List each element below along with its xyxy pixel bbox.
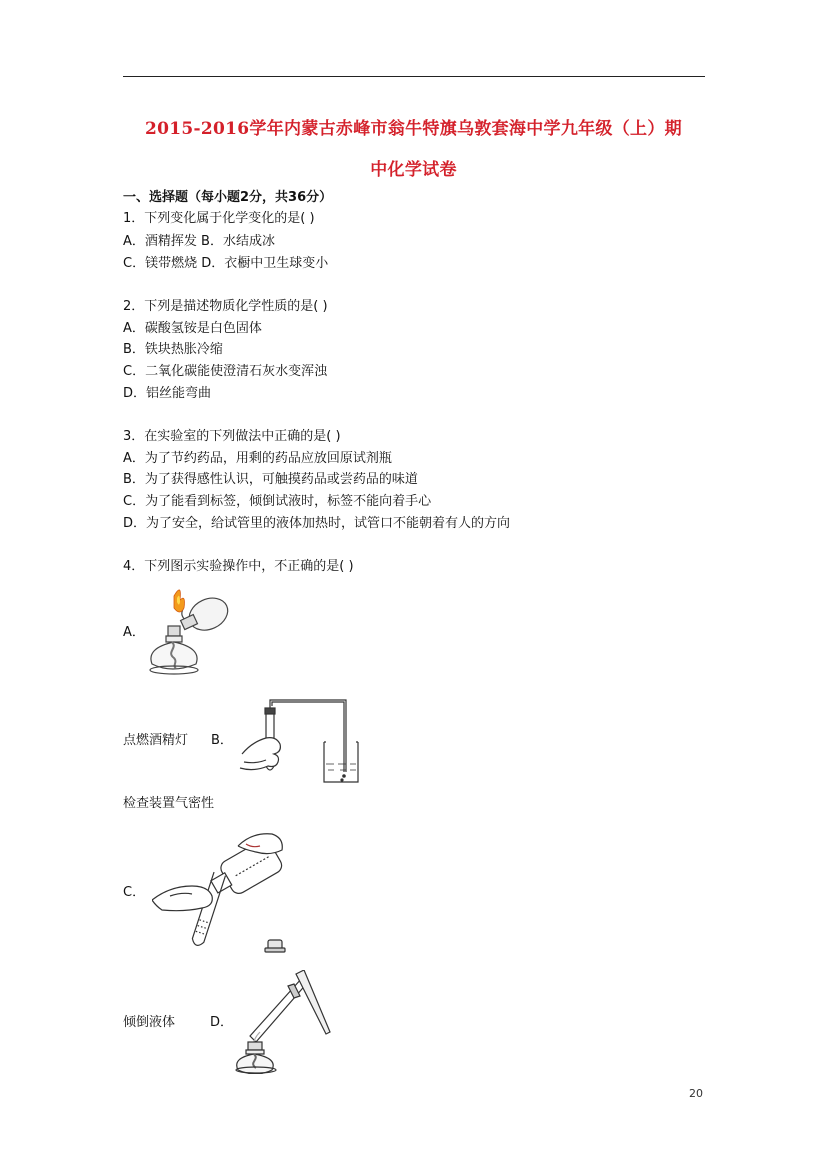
- figure-c-letter: C．: [123, 885, 146, 900]
- q3-option: C．为了能看到标签，倾倒试液时，标签不能向着手心: [123, 494, 432, 509]
- document-title-line1: 2015-2016学年内蒙古赤峰市翁牛特旗乌敦套海中学九年级（上）期: [145, 119, 682, 139]
- airtightness-check-figure: [238, 692, 366, 788]
- q3-option: A．为了节约药品，用剩的药品应放回原试剂瓶: [123, 451, 392, 466]
- figure-a-caption: 点燃酒精灯: [123, 733, 189, 748]
- q1-option: A．酒精挥发 B．水结成冰: [123, 234, 275, 249]
- figure-b-letter: B．: [211, 733, 233, 748]
- q1-stem: 1．下列变化属于化学变化的是( ): [123, 211, 315, 226]
- q2-option: D．铝丝能弯曲: [123, 386, 212, 401]
- figure-d-letter: D．: [210, 1015, 234, 1030]
- q4-stem: 4．下列图示实验操作中，不正确的是( ): [123, 559, 354, 574]
- pouring-liquid-figure: [152, 826, 302, 958]
- q3-option: D．为了安全，给试管里的液体加热时，试管口不能朝着有人的方向: [123, 516, 511, 531]
- q2-option: A．碳酸氢铵是白色固体: [123, 321, 262, 336]
- lighting-alcohol-lamp-figure: [144, 586, 244, 678]
- page-number: 20: [689, 1087, 703, 1100]
- q2-option: C．二氧化碳能使澄清石灰水变浑浊: [123, 364, 328, 379]
- document-title-line2: 中化学试卷: [370, 160, 457, 180]
- figure-a-letter: A．: [123, 625, 145, 640]
- figure-c-caption: 倾倒液体: [123, 1015, 176, 1030]
- header-rule: [123, 76, 705, 77]
- q3-option: B．为了获得感性认识，可触摸药品或尝药品的味道: [123, 472, 418, 487]
- figure-b-caption: 检查装置气密性: [123, 796, 215, 811]
- q1-option: C．镁带燃烧 D．衣橱中卫生球变小: [123, 256, 329, 271]
- q3-stem: 3．在实验室的下列做法中正确的是( ): [123, 429, 341, 444]
- q2-option: B．铁块热胀冷缩: [123, 342, 223, 357]
- q2-stem: 2．下列是描述物质化学性质的是( ): [123, 299, 328, 314]
- section-heading: 一、选择题（每小题2分，共36分）: [123, 190, 333, 205]
- heating-test-tube-figure: [232, 970, 332, 1074]
